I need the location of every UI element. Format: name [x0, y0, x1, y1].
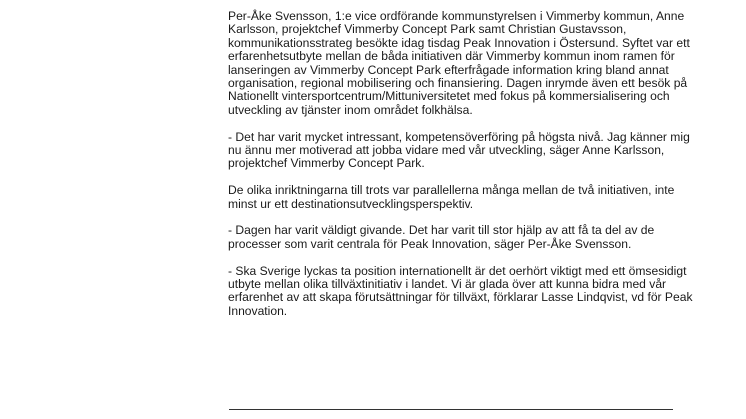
article-body: [228, 10, 698, 332]
paragraph-quote-per-ake-svensson: - Dagen har varit väldigt givande. Det har varit till stor hjälp av att få ta del av de processer som varit centrala för Peak Innovation, säger Per-Åke Svensson.: [228, 223, 655, 251]
footer-divider: [229, 409, 673, 410]
paragraph-parallels: De olika inriktningarna till trots var parallellerna många mellan de två initiativen, inte minst ur ett destinationsutvecklingsperspektiv.: [228, 183, 675, 211]
paragraph-quote-lasse-lindqvist: - Ska Sverige lyckas ta position internationellt är det oerhört viktigt med ett ömsesidigt utbyte mellan olika tillväxtinitiativ i landet. Vi är glada över att kunna bidra med vår erfarenhet av att skapa förutsättningar för tillväxt, förklarar Lasse Lindqvist, vd för Peak Innovation.: [228, 263, 693, 318]
paragraph-intro: Per-Åke Svensson, 1:e vice ordförande kommunstyrelsen i Vimmerby kommun, Anne Karlsson, projektchef Vimmerby Concept Park samt Christian Gustavsson, kommunikationsstrateg besökte idag tisdag Peak Innovation i Östersund. Syftet var ett erfarenhetsutbyte mellan de båda initiativen där Vimmerby kommun inom ramen för lanseringen av Vimmerby Concept Park efterfrågade information kring bland annat organisation, regional mobilisering och finansiering. Dagen inrymde även ett besök på Nationellt vintersportcentrum/Mittuniversitetet med fokus på kommersialisering och utveckling av tjänster inom området folkhälsa.: [228, 9, 690, 117]
paragraph-quote-anne-karlsson: - Det har varit mycket intressant, kompetensöverföring på högsta nivå. Jag känner mig nu ännu mer motiverad att jobba vidare med vår utveckling, säger Anne Karlsson, projektchef Vimmerby Concept Park.: [228, 129, 690, 171]
